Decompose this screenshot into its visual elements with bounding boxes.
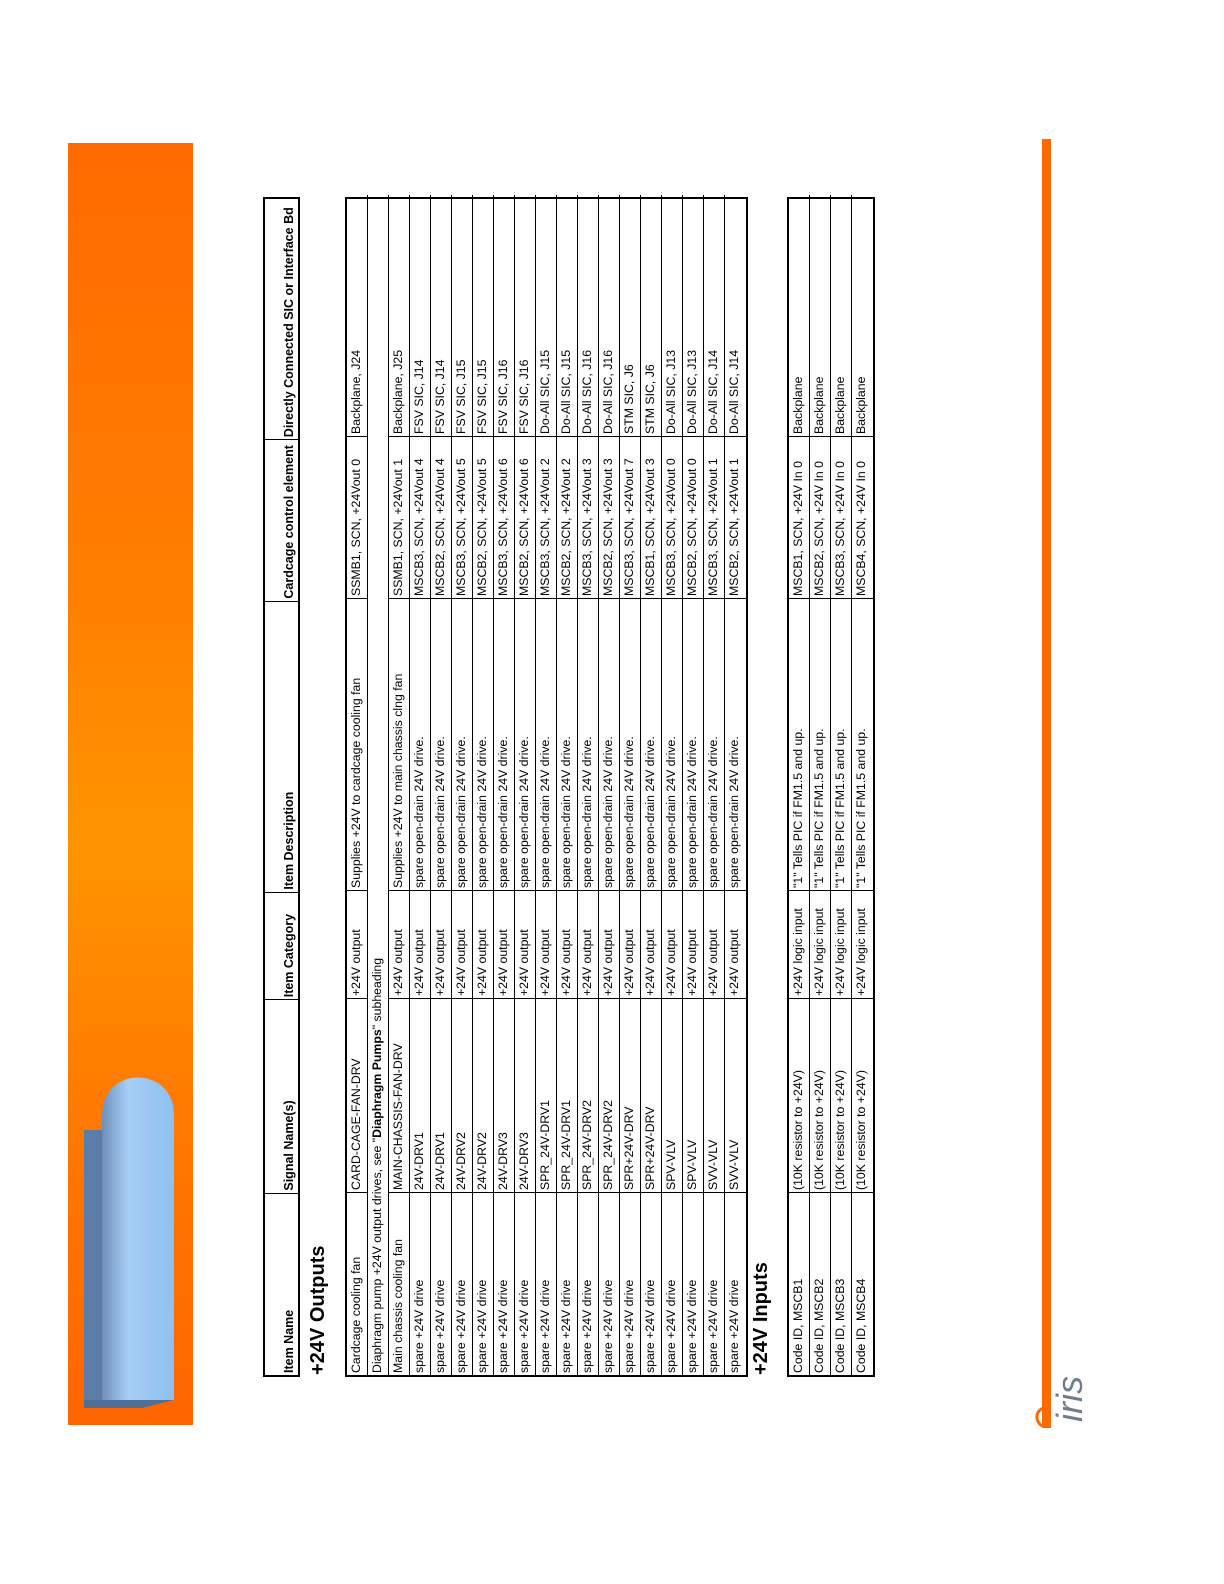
cardcage-control-cell: MSCB2, SCN, +24Vout 1	[725, 436, 746, 598]
item-category-cell: +24V output	[452, 890, 472, 998]
item-category-cell: +24V logic input	[789, 890, 809, 998]
connected-board-cell: FSV SIC, J16	[496, 359, 510, 434]
rotated-table-page	[263, 197, 875, 1377]
connected-board-cell: Do-All SIC, J14	[706, 349, 720, 434]
item-description-cell: "1" Tells PIC if FM1.5 and up.	[852, 598, 873, 890]
item-category-cell: +24V output	[347, 890, 367, 998]
item-description-cell: "1" Tells PIC if FM1.5 and up.	[789, 598, 809, 890]
connected-board-cell: Backplane	[833, 376, 847, 434]
right-accent-bar	[1042, 139, 1051, 1428]
subheading-row	[368, 195, 389, 1375]
item-name-cell: spare +24V drive	[725, 1192, 746, 1375]
item-category-cell: +24V output	[662, 890, 682, 998]
item-category-cell: +24V output	[515, 890, 535, 998]
table-row	[599, 195, 620, 1375]
header-signal-names: Signal Name(s)	[265, 999, 298, 1192]
signal-name-cell: SPR+24V-DRV	[641, 998, 661, 1192]
connected-board-cell: Do-All SIC, J13	[664, 349, 678, 434]
connected-board-cell: FSV SIC, J14	[412, 359, 426, 434]
item-category-cell: +24V output	[389, 890, 409, 998]
signal-name-cell: SPR+24V-DRV	[620, 998, 640, 1192]
table-row	[515, 195, 536, 1375]
connected-board-cell: FSV SIC, J16	[517, 359, 531, 434]
item-description-cell: spare open-drain 24V drive.	[725, 598, 746, 890]
item-name-cell: spare +24V drive	[473, 1192, 493, 1375]
signal-name-cell: (10K resistor to +24V)	[831, 998, 851, 1192]
item-description-cell: spare open-drain 24V drive.	[641, 598, 661, 890]
item-category-cell: +24V logic input	[831, 890, 851, 998]
cardcage-control-cell: MSCB3, SCN, +24Vout 1	[704, 436, 724, 598]
table-row	[536, 195, 557, 1375]
item-category-cell: +24V logic input	[852, 890, 873, 998]
item-description-cell: spare open-drain 24V drive.	[431, 598, 451, 890]
item-category-cell: +24V output	[578, 890, 598, 998]
cardcage-control-cell: MSCB2, SCN, +24Vout 5	[473, 436, 493, 598]
item-name-cell: spare +24V drive	[494, 1192, 514, 1375]
item-description-cell: spare open-drain 24V drive.	[704, 598, 724, 890]
cardcage-control-cell: MSCB2, SCN, +24V In 0	[810, 436, 830, 598]
table-row	[789, 195, 810, 1375]
connected-board-cell: Backplane	[854, 376, 868, 434]
cardcage-control-cell: MSCB2, SCN, +24Vout 4	[431, 436, 451, 598]
signal-name-cell: (10K resistor to +24V)	[810, 998, 830, 1192]
item-name-cell: spare +24V drive	[704, 1192, 724, 1375]
item-category-cell: +24V output	[641, 890, 661, 998]
table-row	[347, 195, 368, 1375]
table-header	[263, 197, 300, 1377]
item-description-cell: spare open-drain 24V drive.	[494, 598, 514, 890]
connected-board-cell: Do-All SIC, J13	[685, 349, 699, 434]
table-row	[704, 195, 725, 1375]
table-row	[725, 195, 746, 1375]
cardcage-control-cell: SSMB1, SCN, +24Vout 0	[347, 436, 367, 598]
connected-board-cell: Backplane, J24	[349, 349, 363, 434]
item-description-cell: spare open-drain 24V drive.	[452, 598, 472, 890]
decorative-pill	[82, 1070, 177, 1408]
item-category-cell: +24V output	[494, 890, 514, 998]
item-name-cell: Code ID, MSCB1	[789, 1192, 809, 1375]
item-name-cell: Code ID, MSCB2	[810, 1192, 830, 1375]
item-description-cell: spare open-drain 24V drive.	[662, 598, 682, 890]
item-name-cell: spare +24V drive	[620, 1192, 640, 1375]
table-row	[831, 195, 852, 1375]
signal-name-cell: 24V-DRV1	[410, 998, 430, 1192]
header-item-name: Item Name	[265, 1193, 298, 1375]
signal-name-cell: CARD-CAGE-FAN-DRV	[347, 998, 367, 1192]
connected-board-cell: Backplane, J25	[391, 349, 405, 434]
header-item-description: Item Description	[265, 601, 298, 892]
table-row	[494, 195, 515, 1375]
item-name-cell: spare +24V drive	[683, 1192, 703, 1375]
signal-name-cell: 24V-DRV1	[431, 998, 451, 1192]
item-category-cell: +24V output	[704, 890, 724, 998]
item-description-cell: spare open-drain 24V drive.	[599, 598, 619, 890]
table-row	[431, 195, 452, 1375]
item-name-cell: spare +24V drive	[557, 1192, 577, 1375]
table-row	[810, 195, 831, 1375]
cardcage-control-cell: MSCB3, SCN, +24V In 0	[831, 436, 851, 598]
signal-name-cell: MAIN-CHASSIS-FAN-DRV	[389, 998, 409, 1192]
table-row	[683, 195, 704, 1375]
item-name-cell: spare +24V drive	[578, 1192, 598, 1375]
connected-board-cell: STM SIC, J6	[643, 364, 657, 434]
item-name-cell: spare +24V drive	[431, 1192, 451, 1375]
cardcage-control-cell: MSCB3, SCN, +24Vout 5	[452, 436, 472, 598]
signal-name-cell: SPR_24V-DRV1	[557, 998, 577, 1192]
outputs-table	[345, 197, 748, 1377]
item-description-cell: spare open-drain 24V drive.	[473, 598, 493, 890]
cardcage-control-cell: MSCB2, SCN, +24Vout 6	[515, 436, 535, 598]
signal-name-cell: (10K resistor to +24V)	[852, 998, 873, 1192]
connected-board-cell: Do-All SIC, J16	[601, 349, 615, 434]
signal-name-cell: 24V-DRV2	[452, 998, 472, 1192]
item-name-cell: spare +24V drive	[641, 1192, 661, 1375]
item-name-cell: spare +24V drive	[662, 1192, 682, 1375]
cardcage-control-cell: MSCB3, SCN, +24Vout 7	[620, 436, 640, 598]
cardcage-control-cell: SSMB1, SCN, +24Vout 1	[389, 436, 409, 598]
table-row	[473, 195, 494, 1375]
item-name-cell: spare +24V drive	[410, 1192, 430, 1375]
cardcage-control-cell: MSCB1, SCN, +24V In 0	[789, 436, 809, 598]
item-description-cell: spare open-drain 24V drive.	[536, 598, 556, 890]
connected-board-cell: FSV SIC, J14	[433, 359, 447, 434]
connected-board-cell: Backplane	[791, 376, 805, 434]
subheading-bold: Diaphragm Pumps	[370, 1029, 384, 1138]
item-name-cell: Main chassis cooling fan	[389, 1192, 409, 1375]
cardcage-control-cell: MSCB1, SCN, +24Vout 3	[641, 436, 661, 598]
cardcage-control-cell: MSCB2, SCN, +24Vout 2	[557, 436, 577, 598]
item-description-cell: "1" Tells PIC if FM1.5 and up.	[810, 598, 830, 890]
signal-name-cell: SPR_24V-DRV2	[599, 998, 619, 1192]
svg-text:iris: iris	[1049, 1376, 1090, 1422]
table-row	[452, 195, 473, 1375]
item-name-cell: Code ID, MSCB3	[831, 1192, 851, 1375]
signal-name-cell: (10K resistor to +24V)	[789, 998, 809, 1192]
table-row	[389, 195, 410, 1375]
cardcage-control-cell: MSCB3, SCN, +24Vout 6	[494, 436, 514, 598]
cardcage-control-cell: MSCB3, SCN, +24Vout 4	[410, 436, 430, 598]
cardcage-control-cell: MSCB4, SCN, +24V In 0	[852, 436, 873, 598]
section-title-outputs: +24V Outputs	[307, 1245, 329, 1375]
signal-name-cell: SPR_24V-DRV1	[536, 998, 556, 1192]
item-category-cell: +24V output	[683, 890, 703, 998]
iris-logo	[1030, 1350, 1090, 1430]
connected-board-cell: FSV SIC, J15	[454, 359, 468, 434]
item-category-cell: +24V output	[473, 890, 493, 998]
item-description-cell: spare open-drain 24V drive.	[557, 598, 577, 890]
signal-name-cell: 24V-DRV3	[515, 998, 535, 1192]
cardcage-control-cell: MSCB3, SCN, +24Vout 0	[662, 436, 682, 598]
connected-board-cell: STM SIC, J6	[622, 364, 636, 434]
signal-name-cell: SVV-VLV	[725, 998, 746, 1192]
item-category-cell: +24V output	[620, 890, 640, 998]
item-category-cell: +24V logic input	[810, 890, 830, 998]
signal-name-cell: SPR_24V-DRV2	[578, 998, 598, 1192]
item-category-cell: +24V output	[536, 890, 556, 998]
item-description-cell: spare open-drain 24V drive.	[683, 598, 703, 890]
cardcage-control-cell: MSCB2, SCN, +24Vout 3	[599, 436, 619, 598]
signal-name-cell: 24V-DRV2	[473, 998, 493, 1192]
table-row	[852, 195, 873, 1375]
item-description-cell: spare open-drain 24V drive.	[410, 598, 430, 890]
signal-name-cell: SVV-VLV	[704, 998, 724, 1192]
table-row	[641, 195, 662, 1375]
cardcage-control-cell: MSCB3, SCN, +24Vout 3	[578, 436, 598, 598]
connected-board-cell: FSV SIC, J15	[475, 359, 489, 434]
item-name-cell: Code ID, MSCB4	[852, 1192, 873, 1375]
item-category-cell: +24V output	[410, 890, 430, 998]
item-name-cell: spare +24V drive	[515, 1192, 535, 1375]
connected-board-cell: Do-All SIC, J16	[580, 349, 594, 434]
signal-name-cell: SPV-VLV	[683, 998, 703, 1192]
item-name-cell: spare +24V drive	[452, 1192, 472, 1375]
connected-board-cell: Do-All SIC, J15	[538, 349, 552, 434]
header-directly-connected: Directly Connected SIC or Interface Bd	[282, 207, 296, 438]
section-title-inputs: +24V Inputs	[750, 1262, 772, 1375]
connected-board-cell: Do-All SIC, J15	[559, 349, 573, 434]
cardcage-control-cell: MSCB3, SCN, +24Vout 2	[536, 436, 556, 598]
item-description-cell: "1" Tells PIC if FM1.5 and up.	[831, 598, 851, 890]
item-category-cell: +24V output	[599, 890, 619, 998]
header-item-category: Item Category	[265, 892, 298, 1000]
cardcage-control-cell: MSCB2, SCN, +24Vout 0	[683, 436, 703, 598]
item-name-cell: spare +24V drive	[536, 1192, 556, 1375]
table-row	[620, 195, 641, 1375]
item-name-cell: Cardcage cooling fan	[347, 1192, 367, 1375]
inputs-table	[787, 197, 875, 1377]
item-description-cell: spare open-drain 24V drive.	[515, 598, 535, 890]
signal-name-cell: SPV-VLV	[662, 998, 682, 1192]
item-category-cell: +24V output	[725, 890, 746, 998]
item-name-cell: spare +24V drive	[599, 1192, 619, 1375]
table-row	[662, 195, 683, 1375]
item-description-cell: Supplies +24V to cardcage cooling fan	[347, 598, 367, 890]
item-description-cell: spare open-drain 24V drive.	[578, 598, 598, 890]
connected-board-cell: Backplane	[812, 376, 826, 434]
item-description-cell: spare open-drain 24V drive.	[620, 598, 640, 890]
subheading-prefix: Diaphragm pump +24V output drives, see "	[370, 1137, 384, 1373]
subheading-note	[368, 199, 388, 1375]
table-row	[557, 195, 578, 1375]
table-row	[410, 195, 431, 1375]
table-row	[578, 195, 599, 1375]
header-cardcage-control: Cardcage control element	[265, 439, 298, 600]
item-category-cell: +24V output	[557, 890, 577, 998]
item-category-cell: +24V output	[431, 890, 451, 998]
connected-board-cell: Do-All SIC, J14	[727, 349, 741, 434]
signal-name-cell: 24V-DRV3	[494, 998, 514, 1192]
item-description-cell: Supplies +24V to main chassis clng fan	[389, 598, 409, 890]
subheading-suffix: " subheading	[370, 957, 384, 1030]
